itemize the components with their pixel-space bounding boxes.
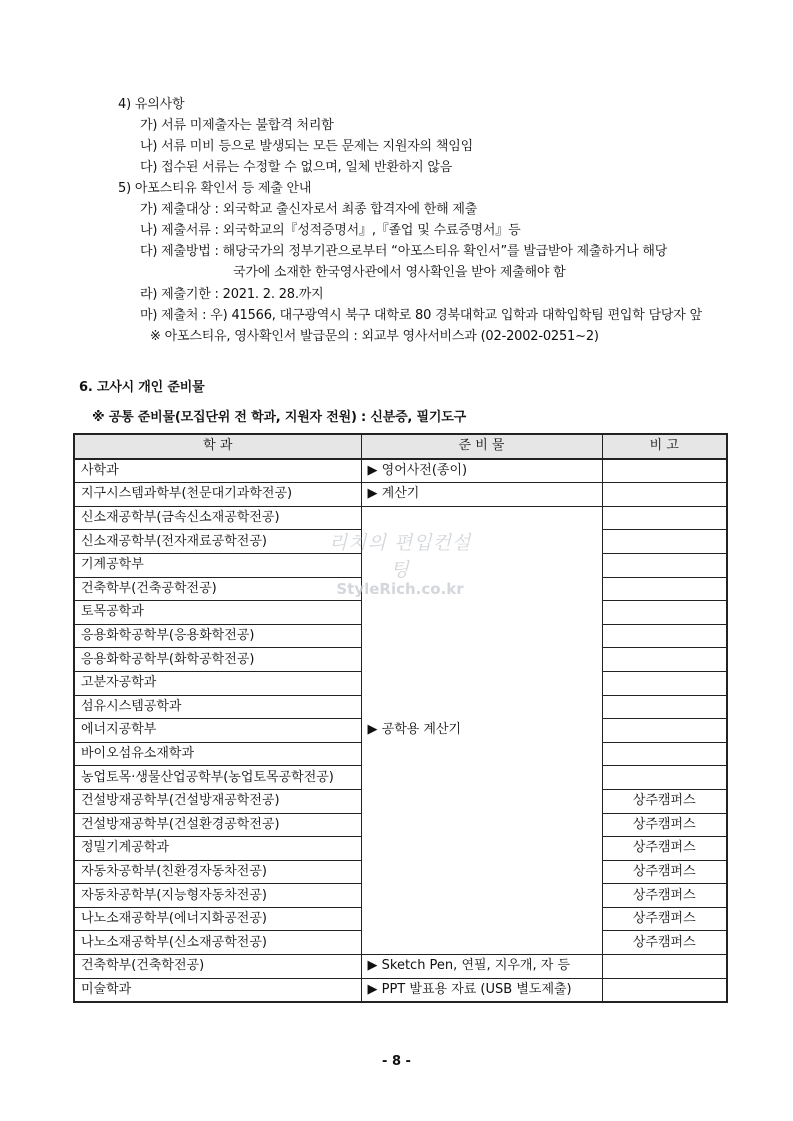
department-cell: 바이오섬유소재학과: [74, 742, 361, 766]
table-row: [74, 483, 727, 507]
note-line: 다) 접수된 서류는 수정할 수 없으며, 일체 반환하지 않음: [140, 160, 453, 175]
note-line: 가) 제출대상 : 외국학교 출신자로서 최종 합격자에 한해 제출: [140, 202, 478, 217]
watermark-line2: StyleRich.co.kr: [336, 580, 464, 598]
table-body: [74, 459, 727, 1003]
note-cell: [602, 742, 727, 766]
note-line: 가) 서류 미제출자는 불합격 처리함: [140, 118, 334, 133]
preparation-cell: ▶ 영어사전(종이): [361, 459, 602, 483]
note-cell: [602, 601, 727, 625]
note-line: 4) 유의사항: [118, 97, 185, 112]
preparation-table: [73, 433, 728, 1003]
note-cell: [602, 483, 727, 507]
table-row: [74, 955, 727, 979]
note-cell: [602, 648, 727, 672]
department-cell: 응용화학공학부(응용화학전공): [74, 624, 361, 648]
table-header-row: [74, 434, 727, 459]
note-cell: [602, 577, 727, 601]
note-line: ※ 아포스티유, 영사확인서 발급문의 : 외교부 영사서비스과 (02-2002-0251~2): [150, 329, 599, 344]
table-row: [74, 459, 727, 483]
preparation-cell: ▶ PPT 발표용 자료 (USB 별도제출): [361, 978, 602, 1002]
note-line: 라) 제출기한 : 2021. 2. 28.까지: [140, 287, 324, 302]
watermark-line1: 리치의 편입컨설팅: [328, 532, 472, 581]
note-line: 다) 제출방법 : 해당국가의 정부기관으로부터 “아포스티유 확인서”를 발급받아 제출하거나 해당: [140, 244, 668, 259]
note-cell: [602, 506, 727, 530]
header-department: 학 과: [74, 434, 361, 459]
note-cell: [602, 719, 727, 743]
header-note: 비 고: [602, 434, 727, 459]
department-cell: 응용화학공학부(화학공학전공): [74, 648, 361, 672]
department-cell: 지구시스템과학부(천문대기과학전공): [74, 483, 361, 507]
note-cell: [602, 695, 727, 719]
department-cell: 토목공학과: [74, 601, 361, 625]
table-row: [74, 506, 727, 530]
section-title: 6. 고사시 개인 준비물: [79, 380, 205, 395]
note-line: 나) 서류 미비 등으로 발생되는 모든 문제는 지원자의 책임임: [140, 139, 473, 154]
department-cell: 에너지공학부: [74, 719, 361, 743]
note-line: 나) 제출서류 : 외국학교의『성적증명서』,『졸업 및 수료증명서』등: [140, 223, 521, 238]
note-cell: [602, 671, 727, 695]
note-cell: [602, 624, 727, 648]
department-cell: 건축학부(건축학전공): [74, 955, 361, 979]
department-cell: 자동차공학부(친환경자동차전공): [74, 860, 361, 884]
department-cell: 농업토목·생물산업공학부(농업토목공학전공): [74, 766, 361, 790]
note-line: 마) 제출처 : 우) 41566, 대구광역시 북구 대학로 80 경북대학교 입학과 대학입학팀 편입학 담당자 앞: [140, 308, 702, 323]
note-cell: [602, 955, 727, 979]
department-cell: 고분자공학과: [74, 671, 361, 695]
note-cell: [602, 978, 727, 1002]
note-cell: 상주캠퍼스: [602, 789, 727, 813]
note-line: 5) 아포스티유 확인서 등 제출 안내: [118, 181, 312, 196]
department-cell: 건축학부(건축공학전공): [74, 577, 361, 601]
department-cell: 신소재공학부(전자재료공학전공): [74, 530, 361, 554]
note-cell: 상주캠퍼스: [602, 931, 727, 955]
department-cell: 신소재공학부(금속신소재공학전공): [74, 506, 361, 530]
department-cell: 기계공학부: [74, 553, 361, 577]
note-cell: 상주캠퍼스: [602, 813, 727, 837]
table-row: [74, 978, 727, 1002]
preparation-cell: ▶ 계산기: [361, 483, 602, 507]
department-cell: 건설방재공학부(건설환경공학전공): [74, 813, 361, 837]
note-cell: 상주캠퍼스: [602, 837, 727, 861]
merged-preparation-cell: ▶ 공학용 계산기: [361, 506, 602, 954]
page-number: - 8 -: [382, 1054, 411, 1069]
department-cell: 자동차공학부(지능형자동차전공): [74, 884, 361, 908]
department-cell: 나노소재공학부(신소재공학전공): [74, 931, 361, 955]
header-preparation: 준 비 물: [361, 434, 602, 459]
department-cell: 섬유시스템공학과: [74, 695, 361, 719]
note-cell: 상주캠퍼스: [602, 860, 727, 884]
note-cell: 상주캠퍼스: [602, 907, 727, 931]
common-preparation-note: ※ 공통 준비물(모집단위 전 학과, 지원자 전원) : 신분증, 필기도구: [92, 410, 466, 425]
note-cell: [602, 459, 727, 483]
preparation-cell: ▶ Sketch Pen, 연필, 지우개, 자 등: [361, 955, 602, 979]
department-cell: 건설방재공학부(건설방재공학전공): [74, 789, 361, 813]
department-cell: 나노소재공학부(에너지화공전공): [74, 907, 361, 931]
department-cell: 사학과: [74, 459, 361, 483]
department-cell: 미술학과: [74, 978, 361, 1002]
note-cell: [602, 530, 727, 554]
note-line: 국가에 소재한 한국영사관에서 영사확인을 받아 제출해야 함: [233, 265, 566, 280]
note-cell: 상주캠퍼스: [602, 884, 727, 908]
note-cell: [602, 553, 727, 577]
note-cell: [602, 766, 727, 790]
department-cell: 정밀기계공학과: [74, 837, 361, 861]
